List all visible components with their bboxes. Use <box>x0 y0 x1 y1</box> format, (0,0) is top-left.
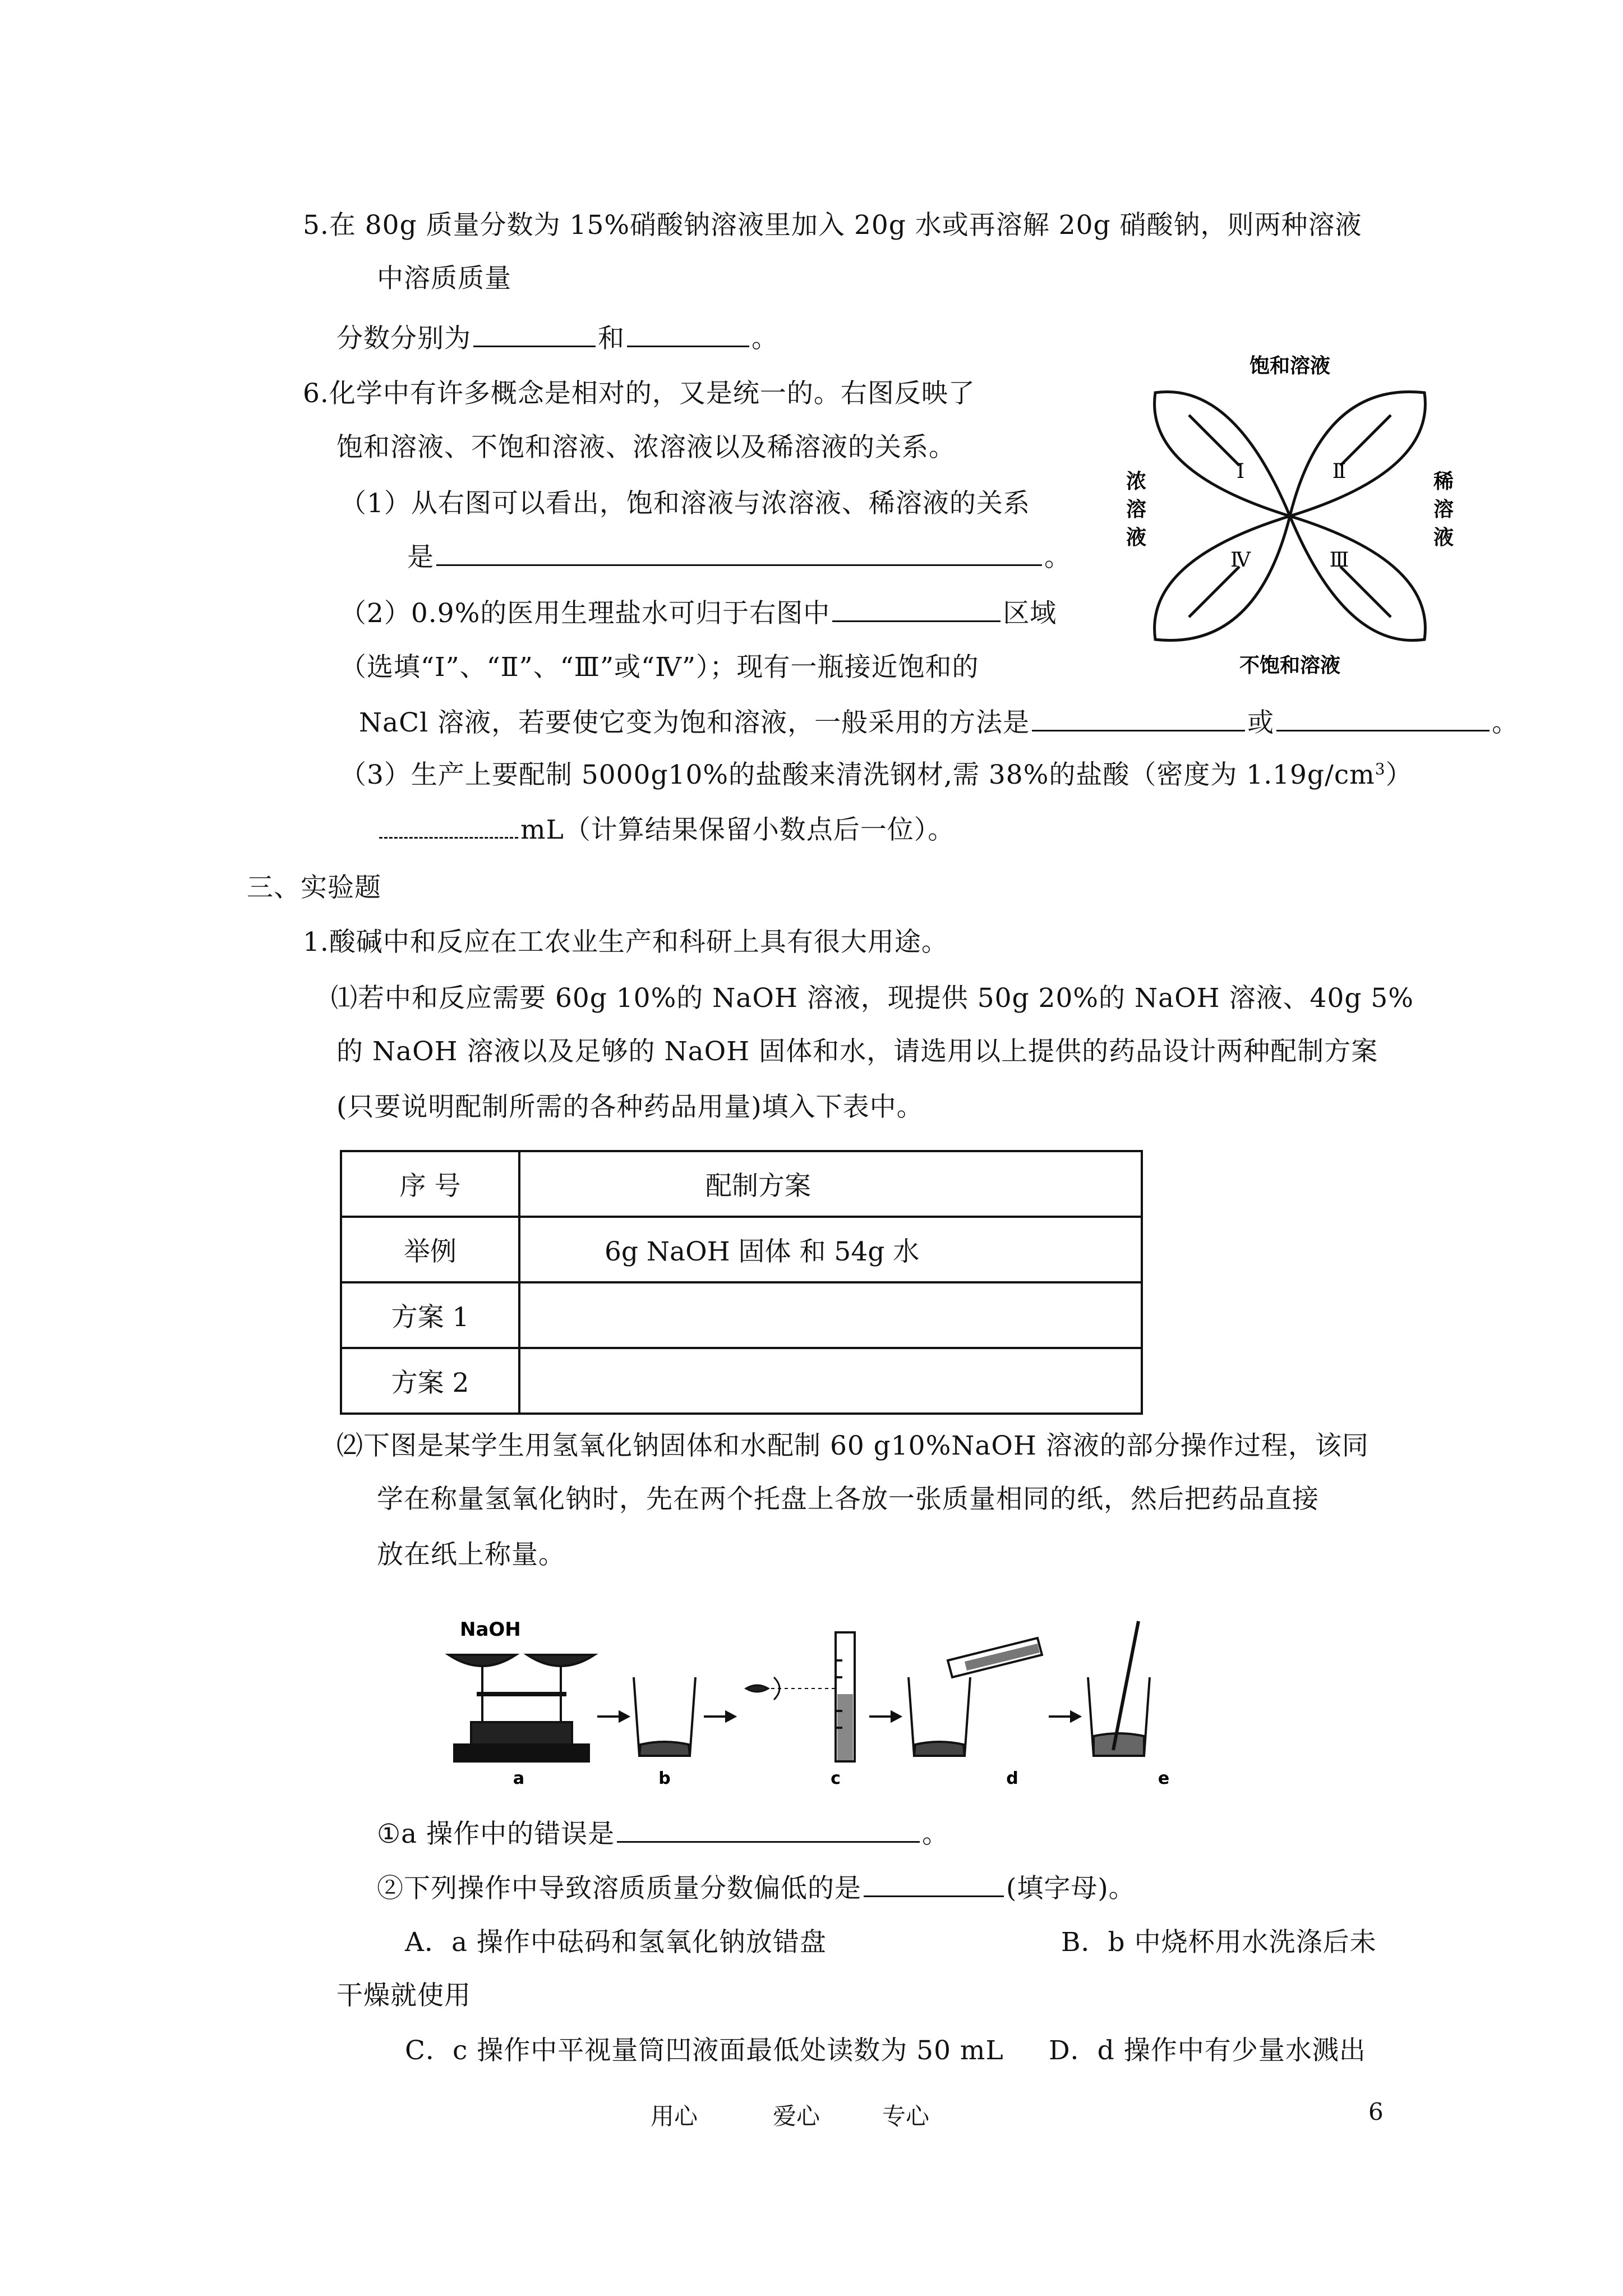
part2-s2-end: (填字母)。 <box>1006 1873 1136 1904</box>
balance-icon <box>449 1655 594 1761</box>
q6-p2-or: 或 <box>1247 707 1275 738</box>
label-unsaturated: 不饱和溶液 <box>1239 654 1341 677</box>
solution-relation-diagram <box>1122 348 1458 684</box>
arrow-de <box>1049 1712 1080 1721</box>
table-header-plan: 配制方案 <box>519 1151 1142 1217</box>
part2-s1 <box>377 1816 949 1851</box>
petal-iv <box>1155 516 1290 641</box>
fig-label-e: e <box>1158 1769 1170 1788</box>
footer-motto-2: 爱心 <box>773 2102 820 2130</box>
region-i: Ⅰ <box>1236 460 1245 483</box>
arrow-ab <box>597 1712 628 1721</box>
fig-label-d: d <box>1006 1769 1018 1788</box>
q6-p2-text: （2）0.9%的医用生理盐水可归于右图中 <box>340 598 831 629</box>
fig-label-a: a <box>513 1769 525 1788</box>
q6-blank-region[interactable] <box>832 596 1000 622</box>
naoh-label: NaOH <box>460 1618 521 1641</box>
graduated-cylinder-icon <box>836 1632 855 1761</box>
divider-2 <box>1340 415 1391 466</box>
part2-blank-letter[interactable] <box>864 1871 1004 1897</box>
q6-blank-relation[interactable] <box>436 540 1042 566</box>
part2-l1: ⑵下图是某学生用氢氧化钠固体和水配制 60 g10%NaOH 溶液的部分操作过程，该同 <box>336 1430 1369 1461</box>
q5-blank-1[interactable] <box>473 321 596 347</box>
table-row <box>341 1217 1142 1282</box>
petal-iii <box>1290 516 1425 641</box>
procedure-figure <box>443 1616 1262 1789</box>
table-header-row <box>341 1151 1142 1217</box>
q6-p1-is: 是 <box>407 542 434 573</box>
table-header-index: 序 号 <box>341 1151 519 1217</box>
q6-p2-end: 。 <box>1492 707 1519 738</box>
beaker-d-icon <box>909 1638 1042 1756</box>
label-dilute-2: 溶 <box>1433 498 1454 521</box>
part2-s2 <box>377 1871 1136 1906</box>
footer-motto-3: 专心 <box>882 2102 930 2130</box>
table-row <box>341 1348 1142 1414</box>
q6-p2c: （选填“Ⅰ”、“Ⅱ”、“Ⅲ”或“Ⅳ”）；现有一瓶接近饱和的 <box>340 652 979 683</box>
fig-label-c: c <box>831 1769 841 1788</box>
section3-heading: 三、实验题 <box>247 872 381 903</box>
q6-p3-unit: mL（计算结果保留小数点后一位）。 <box>520 815 955 845</box>
beaker-e-icon <box>1088 1621 1150 1756</box>
q6-p2-nacl: NaCl 溶液，若要使它变为饱和溶液，一般采用的方法是 <box>359 707 1030 738</box>
q6-blank-method1[interactable] <box>1032 705 1245 731</box>
q6-p3-text: （3）生产上要配制 5000g10%的盐酸来清洗钢材,需 38%的盐酸（密度为 1.19g/cm <box>340 760 1375 790</box>
section3-p1-2: 的 NaOH 溶液以及足够的 NaOH 固体和水，请选用以上提供的药品设计两种配制方案 <box>336 1036 1378 1067</box>
q6-p2-region: 区域 <box>1003 598 1057 629</box>
part2-l2: 学在称量氢氧化钠时，先在两个托盘上各放一张质量相同的纸，然后把药品直接 <box>377 1484 1319 1515</box>
part2-optC: C．c 操作中平视量筒凹液面最低处读数为 50 mL <box>405 2035 1004 2066</box>
fig-label-b: b <box>658 1769 671 1788</box>
q6-p3-close: ） <box>1385 760 1413 790</box>
table-cell-label: 举例 <box>341 1217 519 1282</box>
q5-text-c: 。 <box>751 323 778 354</box>
table-cell-label: 方案 2 <box>341 1348 519 1414</box>
q6-p2a <box>340 596 1057 631</box>
table-row <box>341 1282 1142 1348</box>
part2-s1-end: 。 <box>922 1819 949 1849</box>
part2-optA: A．a 操作中砝码和氢氧化钠放错盘 <box>405 1927 827 1958</box>
footer-motto-1: 用心 <box>651 2102 698 2130</box>
q6-blank-method2[interactable] <box>1276 705 1490 731</box>
q5-text-a: 分数分别为 <box>336 323 471 354</box>
q5-line3 <box>336 321 778 356</box>
q6-blank-volume[interactable] <box>379 812 518 839</box>
label-conc-1: 浓 <box>1126 470 1147 493</box>
arrow-bc <box>704 1712 735 1721</box>
label-dilute-3: 液 <box>1433 526 1454 549</box>
label-saturated: 饱和溶液 <box>1249 355 1331 378</box>
table-cell-plan[interactable] <box>519 1348 1142 1414</box>
table-cell-plan[interactable] <box>519 1282 1142 1348</box>
q6-p1-end: 。 <box>1044 542 1071 573</box>
q6-p1a: （1）从右图可以看出，饱和溶液与浓溶液、稀溶液的关系 <box>340 488 1030 519</box>
q6-p3a <box>340 758 1413 792</box>
part2-blank-error[interactable] <box>617 1816 920 1843</box>
part2-optD: D．d 操作中有少量水溅出 <box>1049 2035 1366 2066</box>
part2-optB2: 干燥就使用 <box>336 1980 471 2011</box>
region-ii: Ⅱ <box>1332 460 1347 483</box>
section3-p1-3: (只要说明配制所需的各种药品用量)填入下表中。 <box>336 1092 924 1122</box>
part2-s2-text: ②下列操作中导致溶质质量分数偏低的是 <box>377 1873 861 1904</box>
label-conc-2: 溶 <box>1126 498 1147 521</box>
q6-p1b <box>407 540 1071 574</box>
q6-p3c <box>377 812 955 847</box>
petal-i <box>1155 392 1290 516</box>
region-iv: Ⅳ <box>1230 549 1251 572</box>
section3-p1-1: ⑴若中和反应需要 60g 10%的 NaOH 溶液，现提供 50g 20%的 NaOH 溶液、40g 5% <box>331 983 1414 1014</box>
divider-4 <box>1189 567 1239 617</box>
part2-s1-text: ①a 操作中的错误是 <box>377 1819 615 1849</box>
page-number: 6 <box>1368 2098 1384 2125</box>
beaker-b-icon <box>634 1677 695 1756</box>
q5-blank-2[interactable] <box>627 321 749 347</box>
label-conc-3: 液 <box>1126 526 1147 549</box>
part2-l3: 放在纸上称量。 <box>377 1539 565 1570</box>
q5-line2: 中溶质质量 <box>377 263 511 294</box>
section3-q1: 1.酸碱中和反应在工农业生产和科研上具有很大用途。 <box>303 927 948 958</box>
q6-intro2: 饱和溶液、不饱和溶液、浓溶液以及稀溶液的关系。 <box>336 432 956 463</box>
plan-table <box>340 1150 1143 1415</box>
table-cell-plan: 6g NaOH 固体 和 54g 水 <box>519 1217 1142 1282</box>
petal-ii <box>1290 392 1425 516</box>
q6-intro1: 6.化学中有许多概念是相对的，又是统一的。右图反映了 <box>303 378 975 409</box>
arrow-cd <box>869 1712 900 1721</box>
q6-p2d <box>359 705 1519 740</box>
region-iii: Ⅲ <box>1329 549 1349 572</box>
q5-text-b: 和 <box>598 323 625 354</box>
q6-p3-sup: 3 <box>1375 760 1386 779</box>
q5-line1: 5.在 80g 质量分数为 15%硝酸钠溶液里加入 20g 水或再溶解 20g 硝酸钠，则两种溶液 <box>303 210 1362 241</box>
table-cell-label: 方案 1 <box>341 1282 519 1348</box>
label-dilute-1: 稀 <box>1433 470 1454 493</box>
part2-optB: B．b 中烧杯用水洗涤后未 <box>1061 1927 1377 1958</box>
